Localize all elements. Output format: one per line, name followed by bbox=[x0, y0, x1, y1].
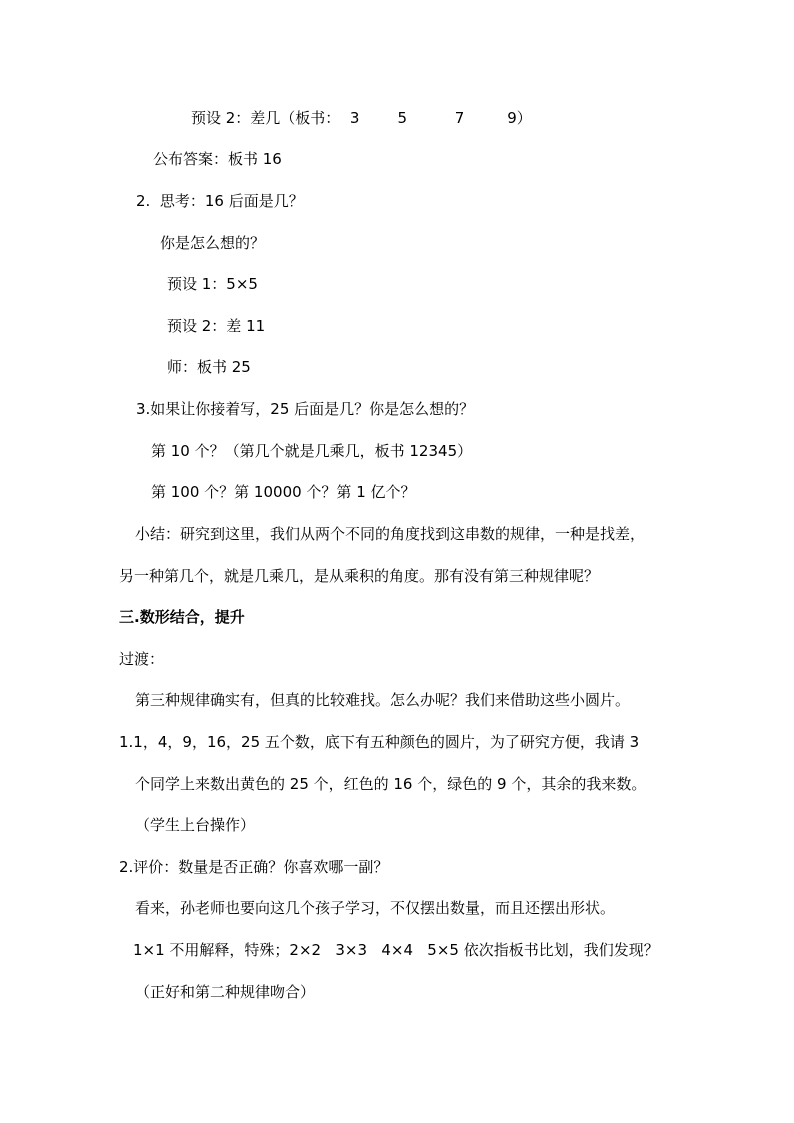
text-line: 预设 2：差 11 bbox=[167, 317, 266, 335]
text-line: 师：板书 25 bbox=[167, 358, 251, 376]
text-line: 看来，孙老师也要向这几个孩子学习，不仅摆出数量，而且还摆出形状。 bbox=[135, 899, 616, 917]
section-heading: 三.数形结合，提升 bbox=[119, 608, 245, 626]
text-line: 预设 2：差几（板书： 3 5 7 9） bbox=[191, 109, 532, 127]
text-line: 1×1 不用解释，特殊；2×2 3×3 4×4 5×5 依次指板书比划，我们发现？ bbox=[133, 941, 659, 959]
text-line: 个同学上来数出黄色的 25 个，红色的 16 个，绿色的 9 个，其余的我来数。 bbox=[135, 775, 647, 793]
text-line: 1.1，4，9，16，25 五个数，底下有五种颜色的圆片，为了研究方便，我请 3 bbox=[119, 733, 640, 751]
text-line: 2.评价：数量是否正确？你喜欢哪一副？ bbox=[119, 858, 389, 876]
text-line: 第 100 个？第 10000 个？第 1 亿个？ bbox=[151, 483, 416, 501]
text-line: 预设 1：5×5 bbox=[167, 275, 258, 293]
text-line: 你是怎么想的？ bbox=[160, 234, 266, 252]
text-line: （学生上台操作） bbox=[135, 816, 256, 834]
text-line: 2. 思考：16 后面是几？ bbox=[136, 192, 304, 210]
text-line: （正好和第二种规律吻合） bbox=[135, 983, 316, 1001]
text-line: 公布答案：板书 16 bbox=[153, 150, 282, 168]
text-line: 小结：研究到这里，我们从两个不同的角度找到这串数的规律，一种是找差， bbox=[135, 525, 646, 543]
text-line: 过渡： bbox=[119, 650, 165, 668]
text-line: 第三种规律确实有，但真的比较难找。怎么办呢？我们来借助这些小圆片。 bbox=[135, 691, 631, 709]
text-line: 另一种第几个，就是几乘几，是从乘积的角度。那有没有第三种规律呢？ bbox=[119, 567, 600, 585]
text-line: 第 10 个？（第几个就是几乘几，板书 12345） bbox=[151, 442, 473, 460]
text-line: 3.如果让你接着写，25 后面是几？你是怎么想的？ bbox=[136, 400, 475, 418]
